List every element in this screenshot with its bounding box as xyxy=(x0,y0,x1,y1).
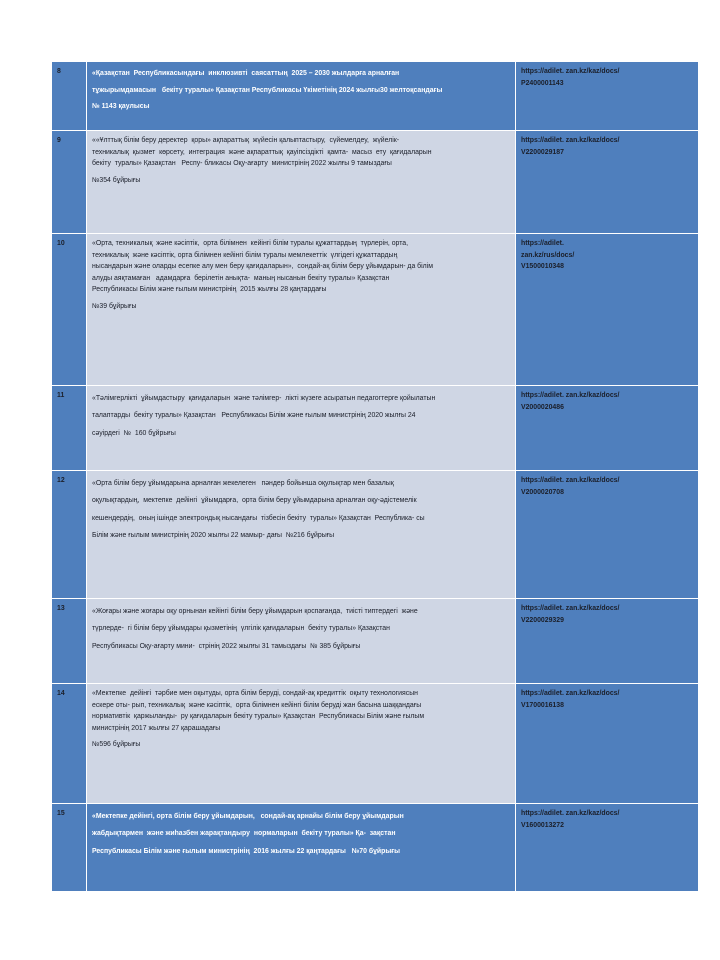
table-row xyxy=(52,62,699,131)
document-title-line: бекіту туралы» Қазақстан Респу- бликасы Оқу-ағарту министрінің 2022 жылғы 9 тамыздағы xyxy=(92,160,392,168)
document-link-id[interactable]: V1700016138 xyxy=(521,701,564,709)
document-title-line: «Қазақстан Республикасындағы инклюзивті саясаттың 2025 – 2030 жылдарға арналған xyxy=(92,70,400,77)
document-title-line: Республикасы Білім және ғылым министрінің 2016 жылғы 22 қаңтардағы №70 бұйрығы xyxy=(92,847,401,855)
document-title-line: № 1143 қаулысы xyxy=(92,103,150,111)
document-title-line: «Мектепке дейінгі, орта білім беру ұйымдарын, сондай-ақ арнайы білім беру ұйымдарын xyxy=(92,813,404,820)
document-title-cell xyxy=(87,471,516,599)
document-title-line: «Орта, техникалық және кәсіптік, орта білімнен кейінгі білім туралы құжаттардың түрлерін, орта, xyxy=(92,240,409,247)
document-title-line: Республикасы Оқу-ағарту мини- стрінің 2022 жылғы 31 тамыздағы № 385 бұйрығы xyxy=(92,642,361,650)
row-number: 11 xyxy=(52,386,87,471)
document-title-line: жабдықтармен және жиһазбен жарақтандыру нормаларын бекіту туралы» Қа- зақстан xyxy=(92,830,396,838)
document-title-line: министрінің 2017 жылғы 27 қарашадағы xyxy=(92,724,221,732)
table-row xyxy=(52,131,699,234)
document-title-cell xyxy=(87,599,516,684)
document-link-cell[interactable] xyxy=(516,684,699,804)
document-link-id[interactable]: P2400001143 xyxy=(521,79,564,87)
document-link-id[interactable]: V1600013272 xyxy=(521,821,564,829)
document-link-id[interactable]: V1500010348 xyxy=(521,263,564,271)
document-title-cell xyxy=(87,684,516,804)
document-title-cell xyxy=(87,804,516,892)
documents-table xyxy=(51,61,699,892)
table-row xyxy=(52,684,699,804)
document-title-line: «Жоғары және жоғары оқу орнынан кейінгі білім беру ұйымдарын қоспағанда, тиісті типтердегі және xyxy=(92,608,418,615)
table-row xyxy=(52,599,699,684)
document-title-line: Республикасы Білім және ғылым министрінің 2015 жылғы 28 қаңтардағы xyxy=(92,286,327,294)
document-title-line: талаптарды бекіту туралы» Қазақстан Республикасы Білім және ғылым министрінің 2020 жылғы 24 xyxy=(92,412,416,420)
document-link-id[interactable]: V2000020708 xyxy=(521,488,564,496)
document-title-line: техникалық және кәсіптік, орта білімнен кейінгі білім туралы мемлекеттік үлгідегі құжаттардың xyxy=(92,251,398,259)
document-link-line[interactable]: https://adilet. zan.kz/kaz/docs/ xyxy=(521,392,620,399)
document-link-line[interactable]: https://adilet. zan.kz/kaz/docs/ xyxy=(521,477,620,484)
document-title-line: нысандарын және оларды есепке алу мен беру қағидаларын», сондай-ақ білім беру ұйымдарын- да білім xyxy=(92,263,433,271)
order-number: №596 бұйрығы xyxy=(92,741,141,749)
document-title-line: ««Ұлттық білім беру деректер қоры» ақпараттық жүйесін қалыптастыру, сүйемелдеу, жүйелік- xyxy=(92,137,400,144)
order-number: №354 бұйрығы xyxy=(92,176,141,184)
document-title-cell xyxy=(87,386,516,471)
document-link-line[interactable]: https://adilet. zan.kz/kaz/docs/ xyxy=(521,68,620,75)
document-link-id[interactable]: V2000020486 xyxy=(521,403,564,411)
row-number: 14 xyxy=(52,684,87,804)
document-title-line: «Мектепке дейінгі тәрбие мен оқытуды, орта білім беруді, сондай-ақ кредиттік оқыту технологиясын xyxy=(92,690,418,697)
row-number: 15 xyxy=(52,804,87,892)
document-title-line: нормативтік қаржыланды- ру қағидаларын бекіту туралы» Қазақстан Республикасы Білім және ғылым xyxy=(92,713,425,721)
row-number: 12 xyxy=(52,471,87,599)
document-link-cell[interactable] xyxy=(516,599,699,684)
document-title-line: түрлерде- гі білім беру ұйымдары қызметінің үлгілік қағидаларын бекіту туралы» Қазақстан xyxy=(92,625,390,633)
document-link-line[interactable]: zan.kz/rus/docs/ xyxy=(521,251,575,259)
row-number: 9 xyxy=(52,131,87,234)
document-title-line: оқулықтардың, мектепке дейінгі ұйымдарға, орта білім беру ұйымдарына арналған оқу-әдістемелік xyxy=(92,497,417,505)
document-link-line[interactable]: https://adilet. xyxy=(521,240,564,247)
document-link-cell[interactable] xyxy=(516,386,699,471)
document-link-cell[interactable] xyxy=(516,804,699,892)
row-number: 8 xyxy=(52,62,87,131)
document-title-cell xyxy=(87,62,516,131)
document-title-line: тұжырымдамасын бекіту туралы» Қазақстан Республикасы Үкіметінің 2024 жылғы30 желтоқсандағы xyxy=(92,86,443,94)
document-title-line: техникалық қызмет көрсету, интеграция және ақпараттық қауіпсіздікті қамта- масыз ету қағидаларын xyxy=(92,148,432,156)
document-link-id[interactable]: V2200029329 xyxy=(521,616,564,624)
document-title-line: кешендердің, оның ішінде электрондық нысандағы тізбесін бекіту туралы» Қазақстан Республика- сы xyxy=(92,514,425,522)
document-link-line[interactable]: https://adilet. zan.kz/kaz/docs/ xyxy=(521,690,620,697)
row-number: 13 xyxy=(52,599,87,684)
table-row xyxy=(52,386,699,471)
table-row xyxy=(52,804,699,892)
document-title-line: Білім және ғылым министрінің 2020 жылғы 22 мамыр- дағы №216 бұйрығы xyxy=(92,531,335,539)
table-row xyxy=(52,471,699,599)
document-link-cell[interactable] xyxy=(516,471,699,599)
order-number: №39 бұйрығы xyxy=(92,302,137,310)
document-link-line[interactable]: https://adilet. zan.kz/kaz/docs/ xyxy=(521,810,620,817)
row-number: 10 xyxy=(52,234,87,386)
document-link-line[interactable]: https://adilet. zan.kz/kaz/docs/ xyxy=(521,137,620,144)
document-title-cell xyxy=(87,234,516,386)
document-link-line[interactable]: https://adilet. zan.kz/kaz/docs/ xyxy=(521,605,620,612)
table-row xyxy=(52,234,699,386)
document-title-line: ескере оты- рып, техникалық және кәсіптік, орта білімнен кейінгі білім беруді жан басына шаққандағы xyxy=(92,701,422,709)
document-link-cell[interactable] xyxy=(516,62,699,131)
document-link-cell[interactable] xyxy=(516,234,699,386)
document-title-line: сәуірдегі № 160 бұйрығы xyxy=(92,429,176,437)
document-title-cell xyxy=(87,131,516,234)
document-title-line: «Тәлімгерлікті ұйымдастыру қағидаларын және тәлімгер- лікті жүзеге асыратын педагогтерге қойылатын xyxy=(92,395,436,402)
document-title-line: «Орта білім беру ұйымдарына арналған жекелеген пәндер бойынша оқулықтар мен базалық xyxy=(92,480,394,487)
document-link-cell[interactable] xyxy=(516,131,699,234)
document-link-id[interactable]: V2200029187 xyxy=(521,148,564,156)
document-title-line: алуды аяқтамаған адамдарға берілетін анықта- маның нысанын бекіту туралы» Қазақстан xyxy=(92,274,390,282)
